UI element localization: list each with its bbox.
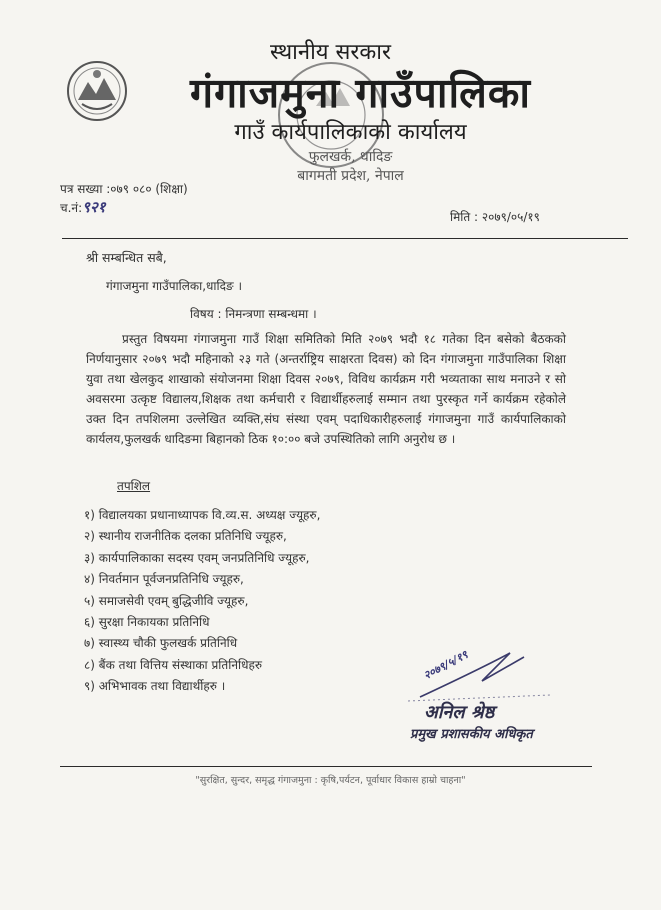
recipient-line-1: श्री सम्बन्धित सबै, — [86, 250, 167, 265]
dispatch-number: ९२१ — [82, 198, 106, 216]
tapsil-heading: तपशिल — [117, 479, 151, 493]
tapsil-item: ७) स्वास्थ्य चौकी फुलखर्क प्रतिनिधि — [84, 636, 238, 651]
header-municipality-name: गंगाजमुना गाउँपालिका — [190, 69, 531, 117]
tapsil-item: ८) बैंक तथा वित्तिय संस्थाका प्रतिनिधिहरु — [84, 657, 263, 672]
tapsil-item: १) विद्यालयका प्रधानाध्यापक वि.व्य.स. अध्यक्ष ज्यूहरु, — [84, 508, 321, 522]
signature-date: २०७९/५/१९ — [421, 648, 470, 683]
tapsil-item: ३) कार्यपालिकाका सदस्य एवम् जनप्रतिनिधि ज्यूहरु, — [84, 550, 310, 565]
header-place: फुलखर्क, धादिङ — [308, 149, 393, 165]
tapsil-list — [84, 505, 320, 698]
letter-subject: विषय : निमन्त्रणा सम्बन्धमा । — [190, 307, 317, 321]
letter-date: मिति : २०७९/०५/१९ — [450, 210, 540, 224]
tapsil-item: ९) अभिभावक तथा विद्यार्थीहरु । — [84, 679, 226, 694]
tapsil-item: ५) समाजसेवी एवम् बुद्धिजीवि ज्यूहरु, — [84, 593, 249, 608]
tapsil-item: ६) सुरक्षा निकायका प्रतिनिधि — [84, 614, 210, 629]
header-province: बागमती प्रदेश, नेपाल — [297, 168, 404, 184]
dispatch-label: च.नं: — [60, 201, 83, 215]
footer-slogan: "सुरक्षित, सुन्दर, समृद्ध गंगाजमुना : कृषि,पर्यटन, पूर्वाधार विकास हाम्रो चाहना" — [195, 775, 466, 786]
footer-divider — [60, 766, 592, 767]
letter-number: पत्र सख्या :०७९ ०८० (शिक्षा) — [60, 182, 188, 196]
header-office-name: गाउँ कार्यपालिकाको कार्यालय — [234, 120, 467, 145]
body-paragraph: प्रस्तुत विषयमा गंगाजमुना गाउँ शिक्षा समितिको मिति २०७९ भदौ १८ गतेका दिन बसेको बैठकको निर्णयानुसार २०७९ भदौ महिनाको २३ गते (अन्तर्राष्ट्रिय साक्षरता दिवस) को दिन गंगाजमुना गाउँपालिका शिक्षा युवा तथा खेलकुद शाखाको संयोजनमा शिक्षा दिवस २०७९, विविध कार्यक्रम गरी भव्यताका साथ मनाउने र सो अवसरमा उत्कृष्ट विद्यालय,शिक्षक तथा कर्मचारी र विद्यार्थीहरुलाई सम्मान तथा पुरस्कृत गर्ने कार्यक्रम रहेकोले उक्त दिन तपशिलमा उल्लेखित व्यक्ति,संघ संस्था एवम् पदाधिकारीहरुलाई गंगाजमुना गाउँ कार्यपालिकाको कार्यलय,फुलखर्क धादिङमा बिहानको ठिक १०:०० बजे उपस्थितिको लागि अनुरोध छ । — [86, 332, 566, 446]
dispatch-number-row — [60, 197, 106, 217]
header-divider — [62, 238, 628, 239]
recipient-line-2: गंगाजमुना गाउँपालिका,धादिङ । — [106, 279, 243, 293]
signatory-name: अनिल श्रेष्ठ — [424, 702, 495, 723]
tapsil-item: ४) निवर्तमान पूर्वजनप्रतिनिधि ज्यूहरु, — [84, 572, 244, 587]
header-local-government: स्थानीय सरकार — [270, 40, 391, 65]
tapsil-item: २) स्थानीय राजनीतिक दलका प्रतिनिधि ज्यूहरु, — [84, 529, 287, 544]
signatory-title: प्रमुख प्रशासकीय अधिकृत — [410, 727, 533, 742]
letter-body — [86, 329, 566, 449]
